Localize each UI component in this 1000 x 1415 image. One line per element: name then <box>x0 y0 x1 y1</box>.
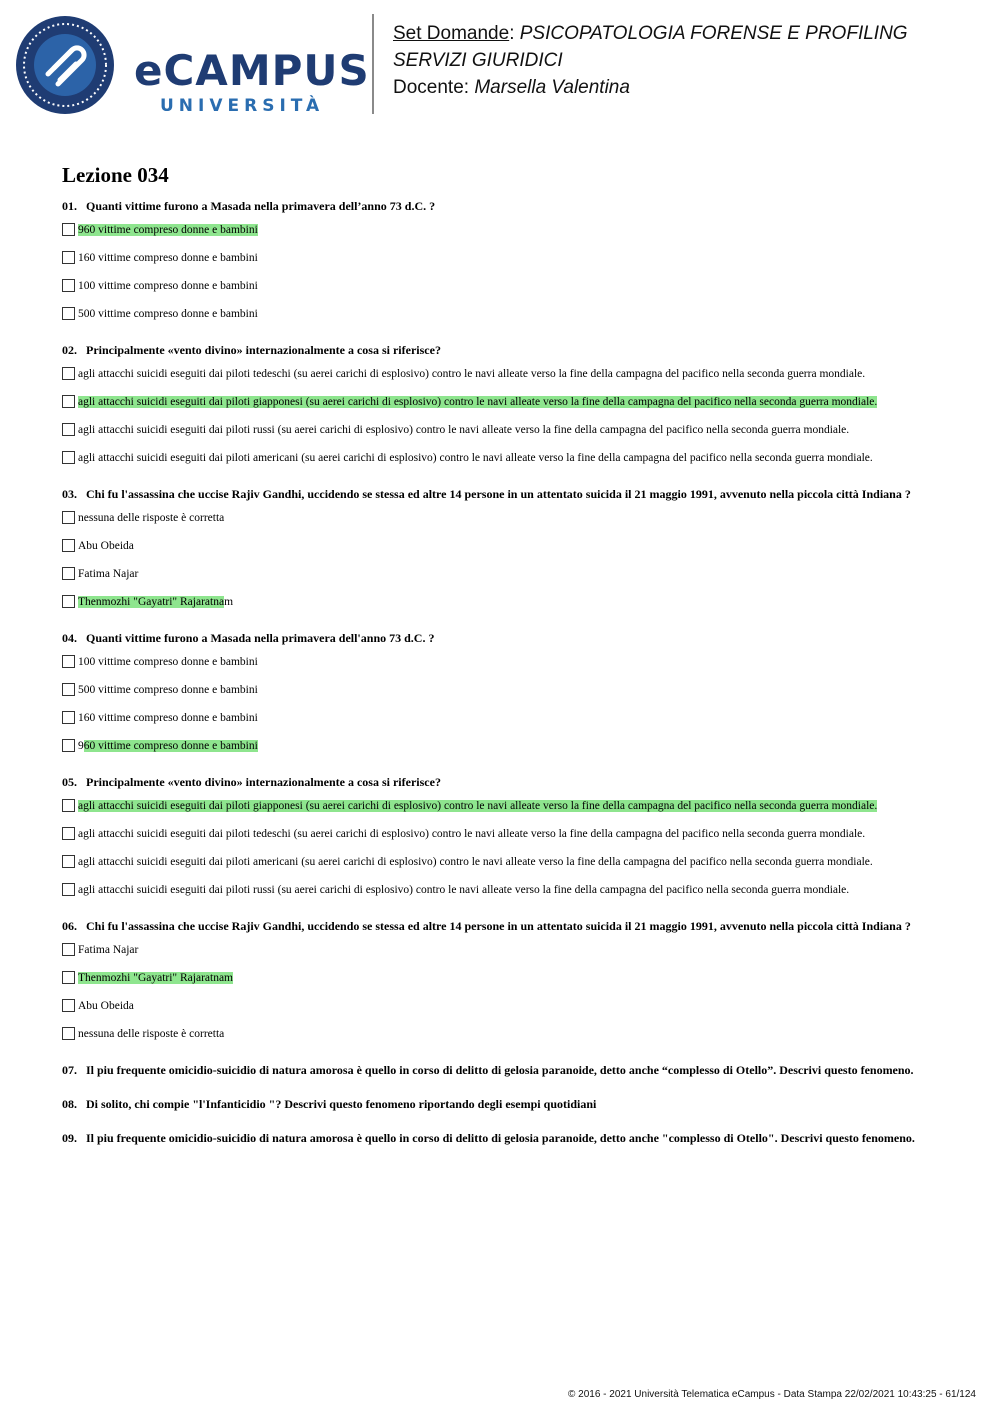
question-block <box>62 200 942 321</box>
answer-option[interactable] <box>62 855 942 869</box>
question-text <box>62 920 942 933</box>
answer-text: agli attacchi suicidi eseguiti dai piloti tedeschi (su aerei carichi di esplosivo) contro le navi alleate verso la fine della campagna del pacifico nella seconda guerra mondiale. <box>78 368 866 380</box>
answer-checkbox[interactable] <box>62 367 75 380</box>
open-question <box>62 1132 942 1145</box>
answer-checkbox[interactable] <box>62 251 75 264</box>
question-block <box>62 920 942 1041</box>
open-question <box>62 1098 942 1111</box>
answer-text: agli attacchi suicidi eseguiti dai piloti russi (su aerei carichi di esplosivo) contro le navi alleate verso la fine della campagna del pacifico nella seconda guerra mondiale. <box>78 884 850 896</box>
answer-text: Fatima Najar <box>78 944 139 956</box>
answer-option[interactable] <box>62 511 942 525</box>
answer-option[interactable] <box>62 655 942 669</box>
answer-text-highlighted: agli attacchi suicidi eseguiti dai piloti giapponesi (su aerei carichi di esplosivo) contro le navi alleate verso la fine della campagna del pacifico nella seconda guerra mondiale. <box>78 396 878 408</box>
answer-option[interactable] <box>62 395 942 409</box>
question-body: Chi fu l'assassina che uccise Rajiv Gandhi, uccidendo se stessa ed altre 14 persone in un attentato suicida il 21 maggio 1991, avvenuto nella piccola città Indiana ? <box>86 919 911 933</box>
answer-text: 9 <box>78 740 84 752</box>
answer-checkbox[interactable] <box>62 1027 75 1040</box>
answer-checkbox[interactable] <box>62 999 75 1012</box>
answer-checkbox[interactable] <box>62 827 75 840</box>
answer-text: agli attacchi suicidi eseguiti dai piloti americani (su aerei carichi di esplosivo) contro le navi alleate verso la fine della campagna del pacifico nella seconda guerra mondiale. <box>78 856 873 868</box>
ecampus-emblem-icon <box>14 14 116 116</box>
logo-subtitle: UNIVERSITÀ <box>160 96 325 116</box>
answer-checkbox[interactable] <box>62 539 75 552</box>
lesson-title: Lezione 034 <box>62 163 169 187</box>
answer-option[interactable] <box>62 739 942 753</box>
answer-checkbox[interactable] <box>62 307 75 320</box>
open-question <box>62 1064 942 1077</box>
answer-text: agli attacchi suicidi eseguiti dai piloti russi (su aerei carichi di esplosivo) contro le navi alleate verso la fine della campagna del pacifico nella seconda guerra mondiale. <box>78 424 850 436</box>
answer-option[interactable] <box>62 1027 942 1041</box>
teacher-label: Docente <box>393 77 464 98</box>
course-info: Set Domande: PSICOPATOLOGIA FORENSE E PROFILING SERVIZI GIURIDICI Docente: Marsella Valentina <box>393 23 908 98</box>
answer-checkbox[interactable] <box>62 655 75 668</box>
question-number: 02. <box>62 343 77 357</box>
answer-checkbox[interactable] <box>62 971 75 984</box>
question-number: 01. <box>62 199 77 213</box>
question-block <box>62 488 942 609</box>
answer-option[interactable] <box>62 943 942 957</box>
answer-text: 100 vittime compreso donne e bambini <box>78 280 258 292</box>
question-text <box>62 200 942 213</box>
question-list <box>62 162 942 1166</box>
answer-checkbox[interactable] <box>62 423 75 436</box>
question-number: 06. <box>62 919 77 933</box>
answer-text: 500 vittime compreso donne e bambini <box>78 308 258 320</box>
answer-option[interactable] <box>62 539 942 553</box>
question-number: 07. <box>62 1063 77 1077</box>
answer-checkbox[interactable] <box>62 855 75 868</box>
logo-wordmark: eCAMPUS <box>134 46 370 95</box>
answer-text: Abu Obeida <box>78 540 134 552</box>
question-number: 04. <box>62 631 77 645</box>
answer-option[interactable] <box>62 567 942 581</box>
question-body: Il piu frequente omicidio-suicidio di natura amorosa è quello in corso di delitto di gelosia paranoide, detto anche "complesso di Otello". Descrivi questo fenomeno. <box>86 1131 915 1145</box>
question-number: 08. <box>62 1097 77 1111</box>
answer-text: agli attacchi suicidi eseguiti dai piloti tedeschi (su aerei carichi di esplosivo) contro le navi alleate verso la fine della campagna del pacifico nella seconda guerra mondiale. <box>78 828 866 840</box>
question-block <box>62 632 942 753</box>
answer-option[interactable] <box>62 451 942 465</box>
answer-text: 160 vittime compreso donne e bambini <box>78 712 258 724</box>
set-label: Set Domande <box>393 23 510 44</box>
answer-checkbox[interactable] <box>62 799 75 812</box>
question-block <box>62 344 942 465</box>
answer-checkbox[interactable] <box>62 279 75 292</box>
answer-option[interactable] <box>62 999 942 1013</box>
answer-checkbox[interactable] <box>62 567 75 580</box>
answer-text: nessuna delle risposte è corretta <box>78 1028 225 1040</box>
answer-text-highlighted: agli attacchi suicidi eseguiti dai piloti giapponesi (su aerei carichi di esplosivo) contro le navi alleate verso la fine della campagna del pacifico nella seconda guerra mondiale. <box>78 800 878 812</box>
answer-checkbox[interactable] <box>62 395 75 408</box>
answer-option[interactable] <box>62 223 942 237</box>
answer-option[interactable] <box>62 595 942 609</box>
answer-checkbox[interactable] <box>62 223 75 236</box>
answer-option[interactable] <box>62 423 942 437</box>
answer-checkbox[interactable] <box>62 711 75 724</box>
answer-checkbox[interactable] <box>62 451 75 464</box>
question-number: 03. <box>62 487 77 501</box>
page-header <box>0 0 1000 130</box>
answer-option[interactable] <box>62 251 942 265</box>
question-text <box>62 488 942 501</box>
question-body: Quanti vittime furono a Masada nella primavera dell’anno 73 d.C. ? <box>86 199 436 213</box>
answer-text: Abu Obeida <box>78 1000 134 1012</box>
answer-text: agli attacchi suicidi eseguiti dai piloti americani (su aerei carichi di esplosivo) contro le navi alleate verso la fine della campagna del pacifico nella seconda guerra mondiale. <box>78 452 873 464</box>
question-body: Di solito, chi compie "l'Infanticidio "? Descrivi questo fenomeno riportando degli esempi quotidiani <box>86 1097 597 1111</box>
answer-option[interactable] <box>62 883 942 897</box>
answer-text-highlighted: 960 vittime compreso donne e bambini <box>78 224 258 236</box>
answer-text: 500 vittime compreso donne e bambini <box>78 684 258 696</box>
question-number: 05. <box>62 775 77 789</box>
answer-text: 160 vittime compreso donne e bambini <box>78 252 258 264</box>
answer-text: nessuna delle risposte è corretta <box>78 512 225 524</box>
answer-checkbox[interactable] <box>62 739 75 752</box>
teacher-name: Marsella Valentina <box>474 77 630 98</box>
answer-text: 100 vittime compreso donne e bambini <box>78 656 258 668</box>
ecampus-logo <box>14 14 374 116</box>
question-body: Principalmente «vento divino» internazionalmente a cosa si riferisce? <box>86 775 441 789</box>
answer-text-highlighted: Thenmozhi "Gayatri" Rajaratnam <box>78 972 233 984</box>
answer-option[interactable] <box>62 711 942 725</box>
answer-option[interactable] <box>62 279 942 293</box>
question-text <box>62 632 942 645</box>
question-text <box>62 776 942 789</box>
question-body: Quanti vittime furono a Masada nella primavera dell'anno 73 d.C. ? <box>86 631 435 645</box>
answer-option[interactable] <box>62 827 942 841</box>
answer-text-highlighted: 60 vittime compreso donne e bambini <box>83 740 258 752</box>
answer-text-highlighted: Thenmozhi "Gayatri" Rajaratna <box>78 596 225 608</box>
answer-checkbox[interactable] <box>62 943 75 956</box>
answer-option[interactable] <box>62 971 942 985</box>
course-title-line1: PSICOPATOLOGIA FORENSE E PROFILING <box>519 23 908 44</box>
answer-option[interactable] <box>62 367 942 381</box>
answer-checkbox[interactable] <box>62 883 75 896</box>
answer-checkbox[interactable] <box>62 683 75 696</box>
page-footer: © 2016 - 2021 Università Telematica eCampus - Data Stampa 22/02/2021 10:43:25 - 61/124 <box>568 1389 976 1400</box>
answer-text: Fatima Najar <box>78 568 139 580</box>
question-number: 09. <box>62 1131 77 1145</box>
course-title-line2: SERVIZI GIURIDICI <box>393 50 563 71</box>
question-body: Chi fu l'assassina che uccise Rajiv Gandhi, uccidendo se stessa ed altre 14 persone in un attentato suicida il 21 maggio 1991, avvenuto nella piccola città Indiana ? <box>86 487 911 501</box>
question-block <box>62 776 942 897</box>
header-divider <box>372 14 374 114</box>
answer-checkbox[interactable] <box>62 595 75 608</box>
answer-option[interactable] <box>62 683 942 697</box>
answer-checkbox[interactable] <box>62 511 75 524</box>
answer-option[interactable] <box>62 307 942 321</box>
question-body: Principalmente «vento divino» internazionalmente a cosa si riferisce? <box>86 343 441 357</box>
question-text <box>62 344 942 357</box>
answer-option[interactable] <box>62 799 942 813</box>
question-body: Il piu frequente omicidio-suicidio di natura amorosa è quello in corso di delitto di gelosia paranoide, detto anche “complesso di Otello”. Descrivi questo fenomeno. <box>86 1063 914 1077</box>
answer-text: m <box>224 596 234 608</box>
